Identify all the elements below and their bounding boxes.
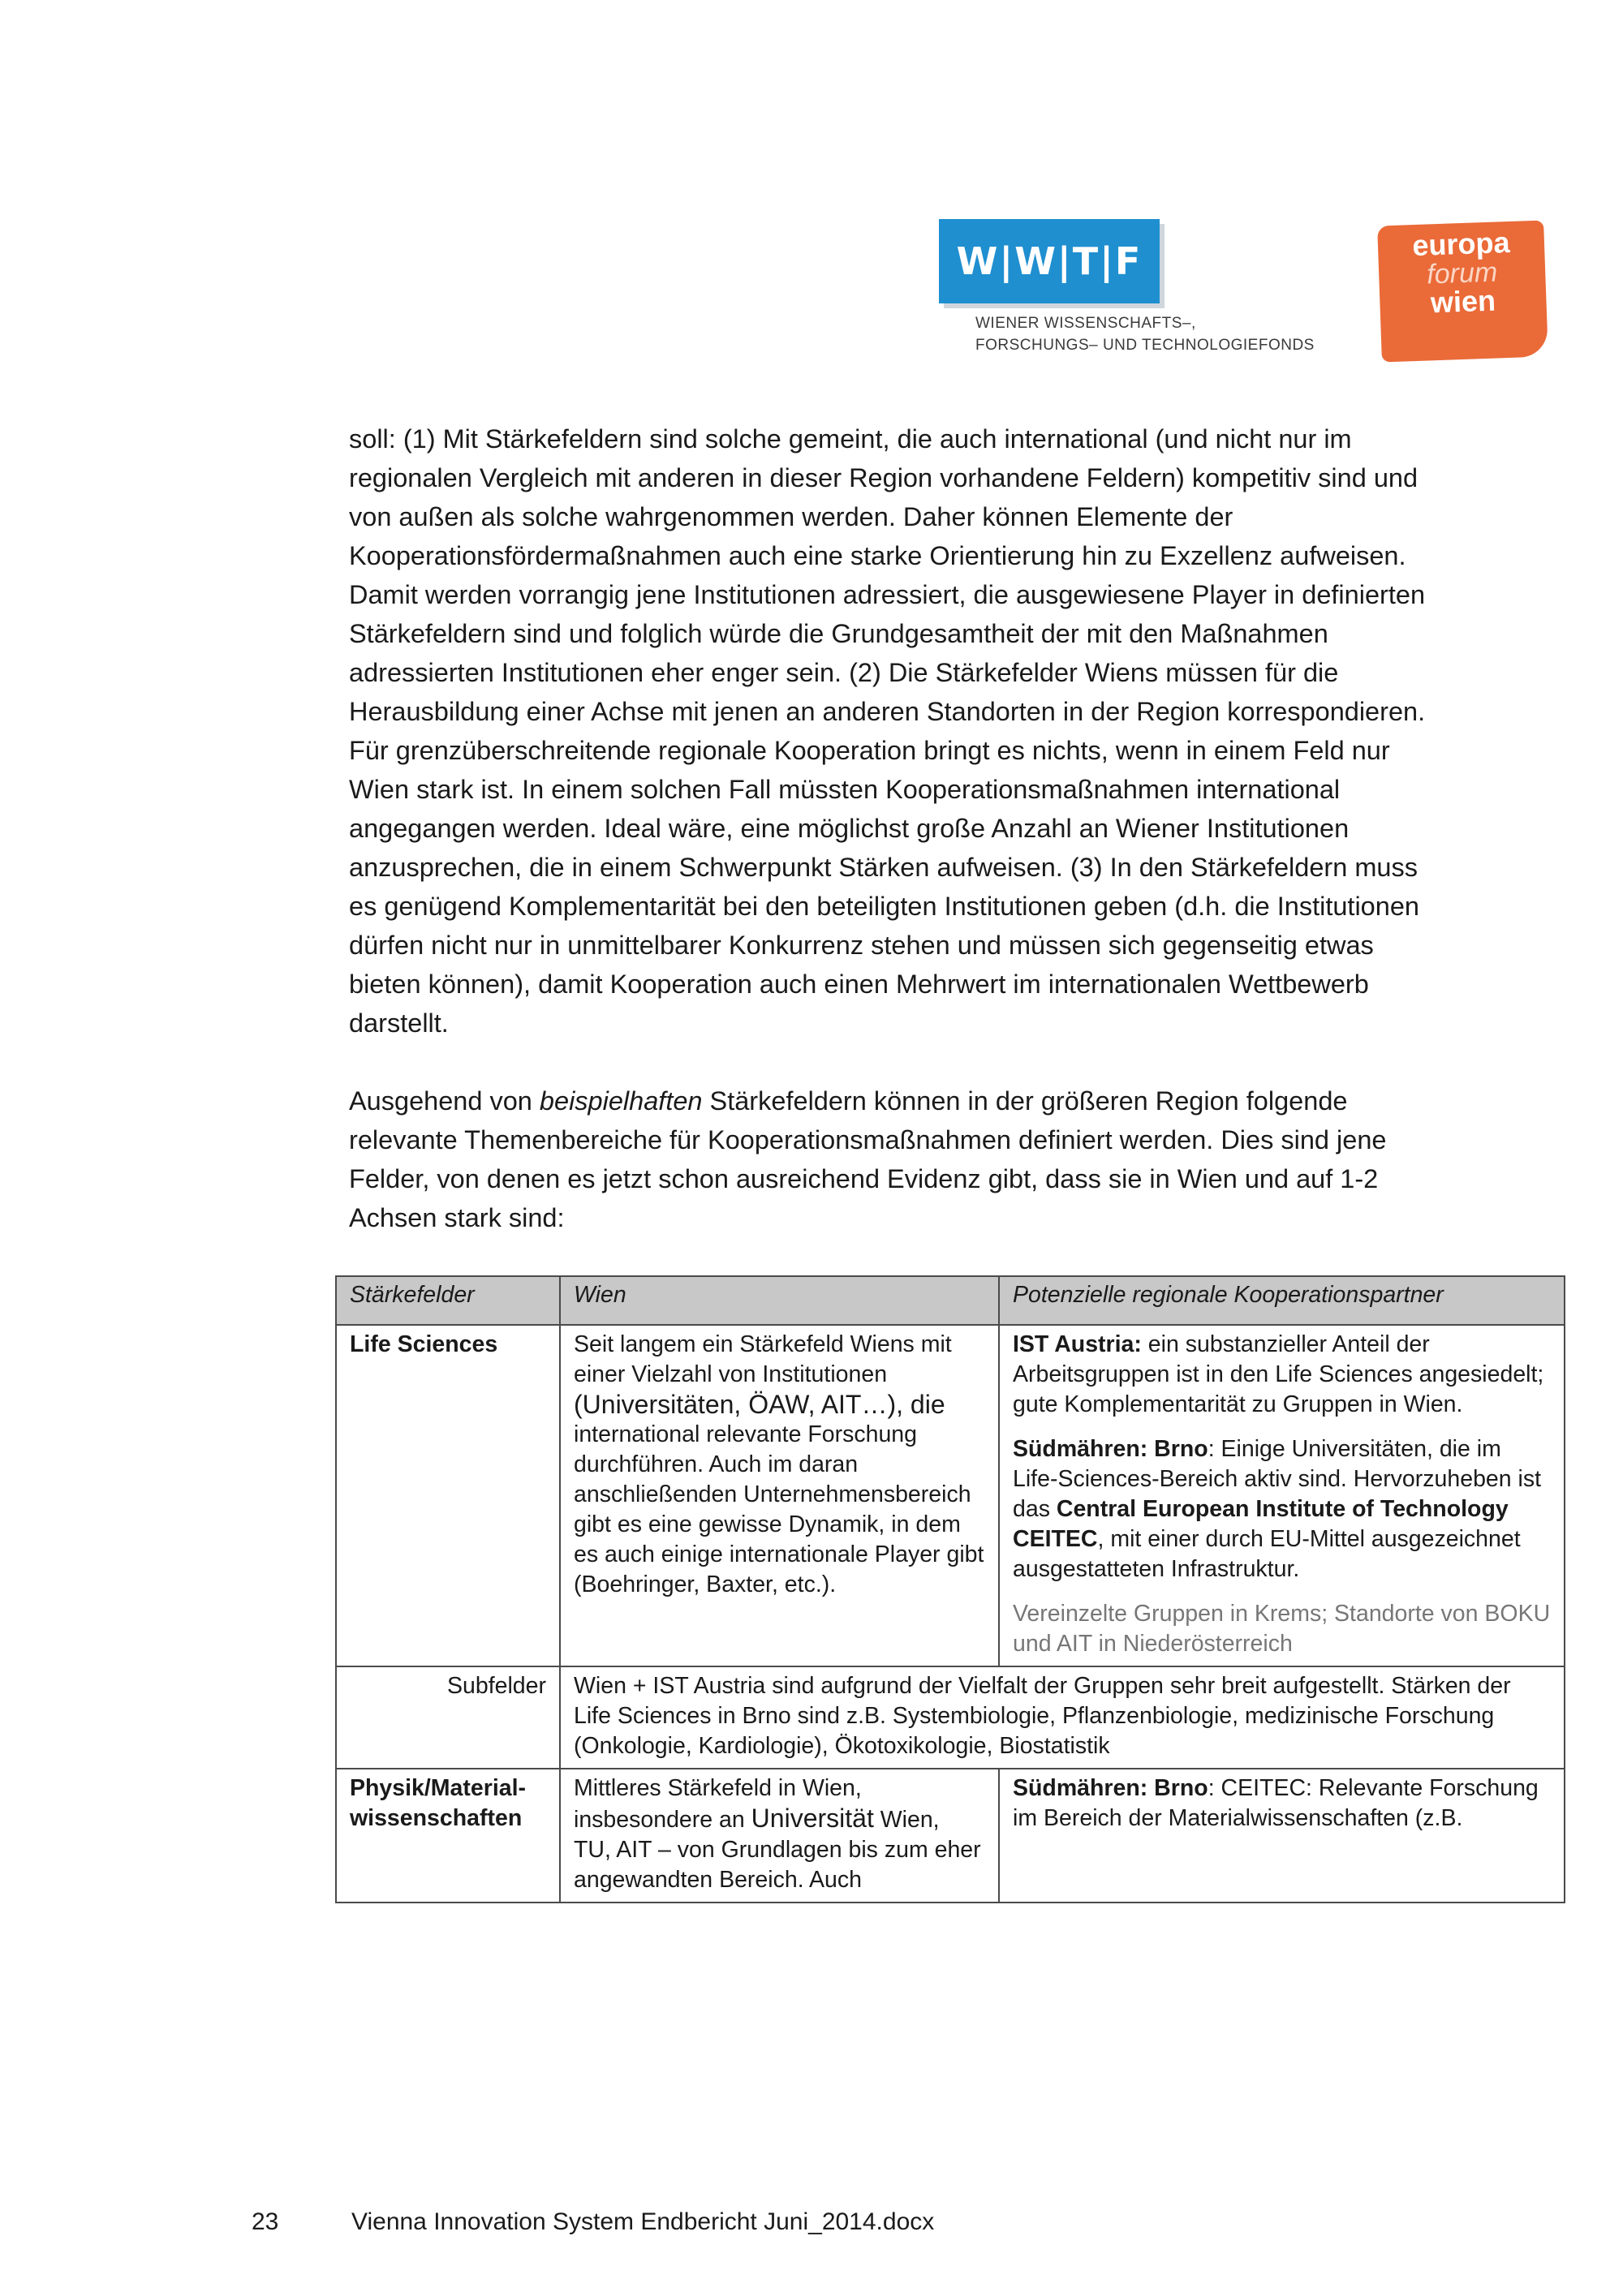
text-run: Wien, <box>873 1807 940 1833</box>
table-header-cell: Potenzielle regionale Kooperationspartner <box>999 1276 1565 1325</box>
row-label <box>336 1769 560 1903</box>
partner-name: Südmähren: Brno <box>1013 1436 1208 1462</box>
partner-paragraph <box>1013 1774 1551 1834</box>
ef-logo-line: europa <box>1411 225 1511 263</box>
text-line: Felder, von denen es jetzt schon ausreichend Evidenz gibt, dass sie in Wien und auf 1-2 <box>349 1164 1379 1193</box>
text-line: bieten können), damit Kooperation auch einen Mehrwert im internationalen Wettbewerb <box>349 970 1369 999</box>
text-line: soll: (1) Mit Stärkefeldern sind solche gemeint, die auch international (und nicht nur im <box>349 424 1352 454</box>
cell-text: Mittleres Stärkefeld in Wien, <box>574 1775 862 1801</box>
partner-cell <box>999 1325 1565 1666</box>
staerkefelder-table <box>335 1275 1565 1903</box>
text-line: Achsen stark sind: <box>349 1203 565 1232</box>
table-row <box>336 1325 1565 1666</box>
text-line: Herausbildung einer Achse mit jenen an anderen Standorten in der Region korrespondieren. <box>349 697 1426 726</box>
text-line: Wien stark ist. In einem solchen Fall müssten Kooperationsmaßnahmen international <box>349 775 1341 804</box>
text-line: dürfen nicht nur in unmittelbarer Konkurrenz stehen und müssen sich gegenseitig etwas <box>349 931 1374 960</box>
table-row <box>336 1666 1565 1769</box>
paragraph-1 <box>349 419 1542 1043</box>
wwtf-logo-text: W|W|T|F <box>956 239 1143 283</box>
text-run: Stärkefeldern können in der größeren Region folgende <box>702 1086 1348 1116</box>
text-run: ein substanzieller Anteil der Arbeitsgruppen ist in den Life Sciences angesiedelt; gute Komplementarität zu Gruppen in Wien. <box>1013 1331 1544 1417</box>
page-number: 23 <box>252 2208 279 2235</box>
text-run: , mit einer durch EU-Mittel ausgezeichnet ausgestatteten Infrastruktur. <box>1013 1526 1521 1582</box>
partner-paragraph: Vereinzelte Gruppen in Krems; Standorte von BOKU und AIT in Niederösterreich <box>1013 1601 1551 1657</box>
table-header-cell: Wien <box>560 1276 999 1325</box>
row-label: Life Sciences <box>336 1325 560 1666</box>
text-line: regionalen Vergleich mit anderen in dieser Region vorhandene Feldern) kompetitiv sind und <box>349 463 1419 492</box>
partner-name: IST Austria: <box>1013 1331 1142 1357</box>
text-line: adressierten Institutionen eher enger sein. (2) Die Stärkefelder Wiens müssen für die <box>349 658 1339 687</box>
wien-cell <box>560 1325 999 1666</box>
table-header-row <box>336 1276 1565 1325</box>
text-line: Stärkefeldern sind und folglich würde die Grundgesamtheit der mit den Maßnahmen <box>349 619 1328 648</box>
ef-logo-line: forum <box>1426 256 1498 290</box>
text-line: relevante Themenbereiche für Kooperationsmaßnahmen definiert werden. Dies sind jene <box>349 1125 1387 1154</box>
text-run: : Einige Universitäten, die im Life-Sciences-Bereich aktiv sind. Hervorzuheben ist das <box>1013 1436 1542 1522</box>
text-line: angegangen werden. Ideal wäre, eine möglichst große Anzahl an Wiener Institutionen <box>349 814 1350 843</box>
cell-text: TU, AIT – von Grundlagen bis zum eher angewandten Bereich. Auch <box>574 1837 981 1893</box>
text-line: darstellt. <box>349 1008 449 1038</box>
text-run: Ausgehend von <box>349 1086 540 1116</box>
wien-cell <box>560 1769 999 1903</box>
wwtf-subtitle-line: WIENER WISSENSCHAFTS–, <box>975 315 1196 332</box>
table-header-cell: Stärkefelder <box>336 1276 560 1325</box>
text-line: Für grenzüberschreitende regionale Kooperation bringt es nichts, wenn in einem Feld nur <box>349 736 1390 765</box>
text-line: Kooperationsfördermaßnahmen auch eine starke Orientierung hin zu Exzellenz aufweisen. <box>349 541 1406 570</box>
cell-text: Seit langem ein Stärkefeld Wiens mit <box>574 1331 952 1357</box>
text-run: : CEITEC: Relevante Forschung im Bereich der Materialwissenschaften (z.B. <box>1013 1775 1539 1831</box>
emphasis: beispielhaften <box>539 1086 703 1116</box>
cell-text: (Universitäten, ÖAW, AIT…), die <box>574 1390 945 1419</box>
wwtf-logo <box>939 219 1160 303</box>
partner-paragraph <box>1013 1330 1551 1420</box>
text-run: Universität <box>751 1804 874 1833</box>
text-line: es genügend Komplementarität bei den beteiligten Institutionen geben (d.h. die Institutionen <box>349 892 1419 921</box>
text-line <box>349 1081 1542 1120</box>
row-label: Subfelder <box>336 1666 560 1769</box>
wwtf-subtitle <box>975 312 1397 356</box>
wwtf-subtitle-line: FORSCHUNGS– UND TECHNOLOGIEFONDS <box>975 337 1315 354</box>
europa-forum-wien-logo <box>1377 220 1548 362</box>
text-line: Damit werden vorrangig jene Institutionen adressiert, die ausgewiesene Player in definierten <box>349 580 1426 609</box>
cell-text: international relevante Forschung durchführen. Auch im daran anschließenden Unternehmensbereich gibt es eine gewisse Dynamik, in dem es auch einige internationale Player gibt (Boehringer, Baxter, etc.). <box>574 1421 984 1597</box>
row-label-line: Physik/Material- <box>350 1775 527 1801</box>
text-line: von außen als solche wahrgenommen werden. Daher können Elemente der <box>349 502 1233 531</box>
subfelder-cell: Wien + IST Austria sind aufgrund der Vielfalt der Gruppen sehr breit aufgestellt. Stärken der Life Sciences in Brno sind z.B. Systembiologie, Pflanzenbiologie, medizinische Forschung (Onkologie, Kardiologie), Ökotoxikologie, Biostatistik <box>560 1666 1565 1769</box>
row-label-line: wissenschaften <box>350 1805 523 1831</box>
partner-cell <box>999 1769 1565 1903</box>
cell-text: einer Vielzahl von Institutionen <box>574 1361 888 1387</box>
paragraph-2 <box>349 1081 1542 1237</box>
partner-name: Central European Institute of Technology CEITEC <box>1013 1496 1509 1552</box>
partner-name: Südmähren: Brno <box>1013 1775 1208 1801</box>
cell-text <box>574 1804 985 1835</box>
partner-paragraph <box>1013 1434 1551 1584</box>
text-line: anzusprechen, die in einem Schwerpunkt Stärken aufweisen. (3) In den Stärkefeldern muss <box>349 853 1418 882</box>
text-run: insbesondere an <box>574 1807 751 1833</box>
ef-logo-line: wien <box>1430 283 1496 320</box>
table-row <box>336 1769 1565 1903</box>
footer-document-name: Vienna Innovation System Endbericht Juni_2014.docx <box>351 2208 935 2235</box>
